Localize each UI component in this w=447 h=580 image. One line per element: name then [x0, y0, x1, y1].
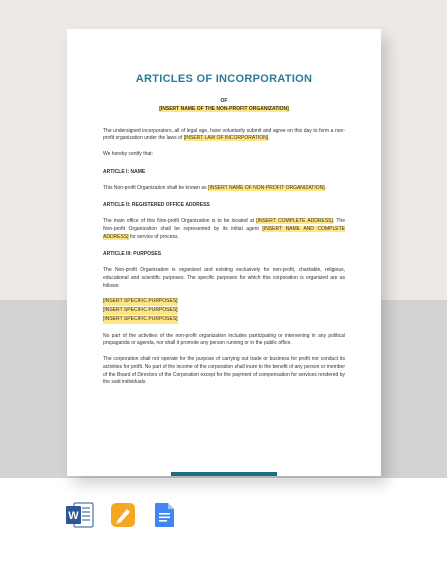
document-page: [67, 29, 381, 476]
article2-heading: ARTICLE II: REGISTERED OFFICE ADDRESS: [103, 202, 210, 209]
google-docs-icon[interactable]: [154, 502, 176, 533]
article1-heading: ARTICLE I: NAME: [103, 168, 146, 175]
purposes-list: [103, 298, 345, 324]
pages-icon[interactable]: [110, 502, 136, 533]
address-placeholder: [INSERT COMPLETE ADDRESS]: [256, 218, 333, 225]
svg-text:W: W: [68, 510, 79, 522]
certify-text: We hereby certify that:: [103, 151, 153, 158]
word-icon[interactable]: [66, 502, 94, 533]
article1-paragraph: This Non-profit Organization shall be known as [INSERT NAME OF NON-PROFIT ORGANIZATION].: [103, 184, 327, 191]
article3-paragraph: The Non-profit Organization is organized and existing exclusively for non-profit, charitable, religious, educational and scientific purposes. The specific purposes for which this corporation is organized are as follows:: [103, 267, 345, 289]
org-name-placeholder-2: [INSERT NAME OF NON-PROFIT ORGANIZATION]: [208, 184, 325, 191]
article2-paragraph: The main office of this Non-profit Organization is to be located at [INSERT COMPLETE ADDRESS]. The Non-profit Organization shall be represented by its initial agent [INSERT NAME AND COMPLETE ADDRESS] for service of process.: [103, 218, 345, 240]
article3-heading: ARTICLE III: PURPOSES: [103, 251, 162, 258]
purpose-item: [INSERT SPECIFIC PURPOSES]: [103, 315, 178, 322]
document-title: ARTICLES OF INCORPORATION: [135, 73, 313, 85]
political-paragraph: No part of the activities of the non-profit organization includes participating or intervening in any political propaganda or agenda, nor shall it promote any person running or in the public office.: [103, 332, 345, 347]
agent-placeholder: [INSERT NAME AND COMPLETE ADDRESS]: [103, 225, 345, 240]
of-label: OF: [220, 98, 228, 105]
intro-paragraph: The undersigned incorporators, all of legal age, have voluntarily submit and agree on this day to form a non-profit organization under the laws of [INSERT LAW OF INCORPORATION].: [103, 127, 345, 142]
org-name-placeholder: [INSERT NAME OF THE NON-PROFIT ORGANIZATION]: [159, 105, 289, 112]
purpose-item: [INSERT SPECIFIC PURPOSES]: [103, 307, 178, 314]
purpose-item: [INSERT SPECIFIC PURPOSES]: [103, 298, 178, 305]
law-placeholder: [INSERT LAW OF INCORPORATION]: [183, 135, 269, 142]
profit-paragraph: The corporation shall not operate for the purpose of carrying out trade or business for profit nor conduct its activities for profit. No part of the income of the corporation shall inure to the benefit of any person or member of the Board of Directors of the Corporation except for the payment of compensation for services rendered by the said individuals.: [103, 356, 345, 386]
page-accent-bar: [171, 472, 277, 476]
